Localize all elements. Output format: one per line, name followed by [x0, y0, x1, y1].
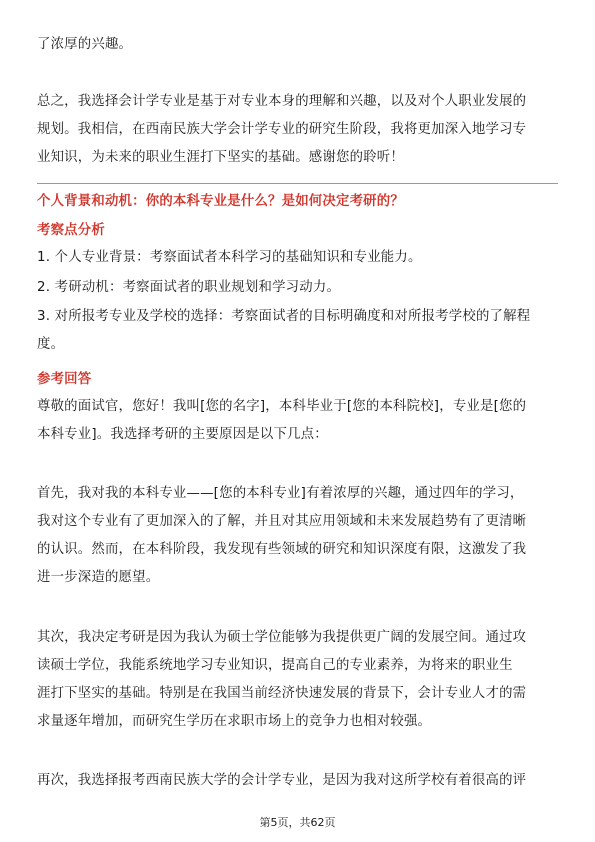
text-line: 首先，我对我的本科专业——[您的本科专业]有着浓厚的兴趣，通过四年的学习，: [37, 486, 524, 501]
text-line: 求量逐年增加，而研究生学历在求职市场上的竞争力也相对较强。: [37, 714, 432, 729]
text-line: 的认识。然而，在本科阶段，我发现有些领域的研究和知识深度有限，这激发了我: [37, 542, 527, 557]
analysis-heading: 考察点分析: [37, 223, 105, 238]
answer-heading: 参考回答: [37, 372, 92, 387]
analysis-item: 3. 对所报考专业及学校的选择：考察面试者的目标明确度和对所报考学校的了解程: [37, 309, 531, 324]
page-number: 第5页，共62页: [259, 816, 336, 829]
text-line: 了浓厚的兴趣。: [37, 37, 133, 52]
text-line: 尊敬的面试官，您好！我叫[您的名字]，本科毕业于[您的本科院校]，专业是[您的: [37, 399, 527, 414]
text-line: 涯打下坚实的基础。特别是在我国当前经济快速发展的背景下，会计专业人才的需: [37, 686, 527, 701]
analysis-item: 1. 个人专业背景：考察面试者本科学习的基础知识和专业能力。: [37, 250, 422, 265]
analysis-item: 度。: [37, 337, 65, 352]
text-line: 我对这个专业有了更加深入的了解，并且对其应用领域和未来发展趋势有了更清晰: [37, 514, 527, 529]
text-line: 本科专业]。我选择考研的主要原因是以下几点：: [37, 427, 328, 442]
text-line: 总之，我选择会计学专业是基于对专业本身的理解和兴趣，以及对个人职业发展的: [37, 94, 527, 109]
text-line: 读硕士学位，我能系统地学习专业知识，提高自己的专业素养，为将来的职业生: [37, 658, 513, 673]
analysis-item: 2. 考研动机：考察面试者的职业规划和学习动力。: [37, 280, 341, 295]
text-line: 其次，我决定考研是因为我认为硕士学位能够为我提供更广阔的发展空间。通过攻: [37, 630, 527, 645]
question-heading: 个人背景和动机：你的本科专业是什么？是如何决定考研的？: [37, 194, 404, 209]
text-line: 再次，我选择报考西南民族大学的会计学专业，是因为我对这所学校有着很高的评: [37, 773, 527, 788]
section-divider: [37, 183, 558, 184]
text-line: 进一步深造的愿望。: [37, 570, 160, 585]
text-line: 业知识，为未来的职业生涯打下坚实的基础。感谢您的聆听！: [37, 150, 404, 165]
text-line: 规划。我相信，在西南民族大学会计学专业的研究生阶段，我将更加深入地学习专: [37, 122, 527, 137]
